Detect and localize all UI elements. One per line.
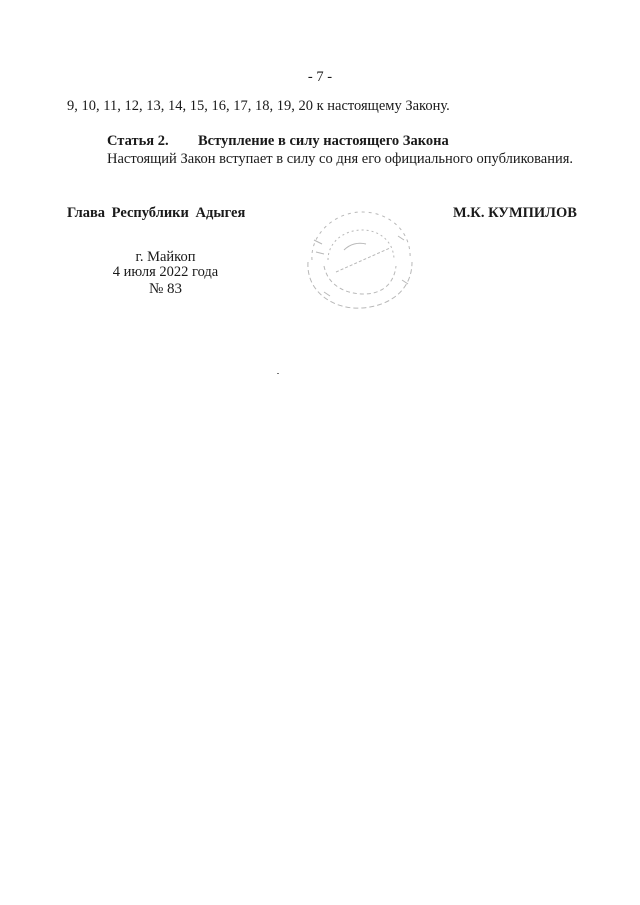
official-seal-stamp — [294, 200, 424, 315]
page-number: - 7 - — [307, 69, 333, 85]
signatory-position: Глава Республики Адыгея — [67, 205, 246, 221]
place-city: г. Майкоп — [135, 249, 196, 265]
article-number: Статья 2. — [107, 133, 169, 149]
scan-speck — [277, 373, 279, 374]
signatory-name: М.К. КУМПИЛОВ — [453, 205, 577, 221]
signing-date: 4 июля 2022 года — [112, 264, 219, 280]
continuation-line: 9, 10, 11, 12, 13, 14, 15, 16, 17, 18, 19, 20 к настоящему Закону. — [67, 98, 450, 114]
article-title: Вступление в силу настоящего Закона — [198, 133, 449, 149]
law-number: № 83 — [148, 281, 183, 297]
article-text: Настоящий Закон вступает в силу со дня его официального опубликования. — [107, 151, 574, 167]
